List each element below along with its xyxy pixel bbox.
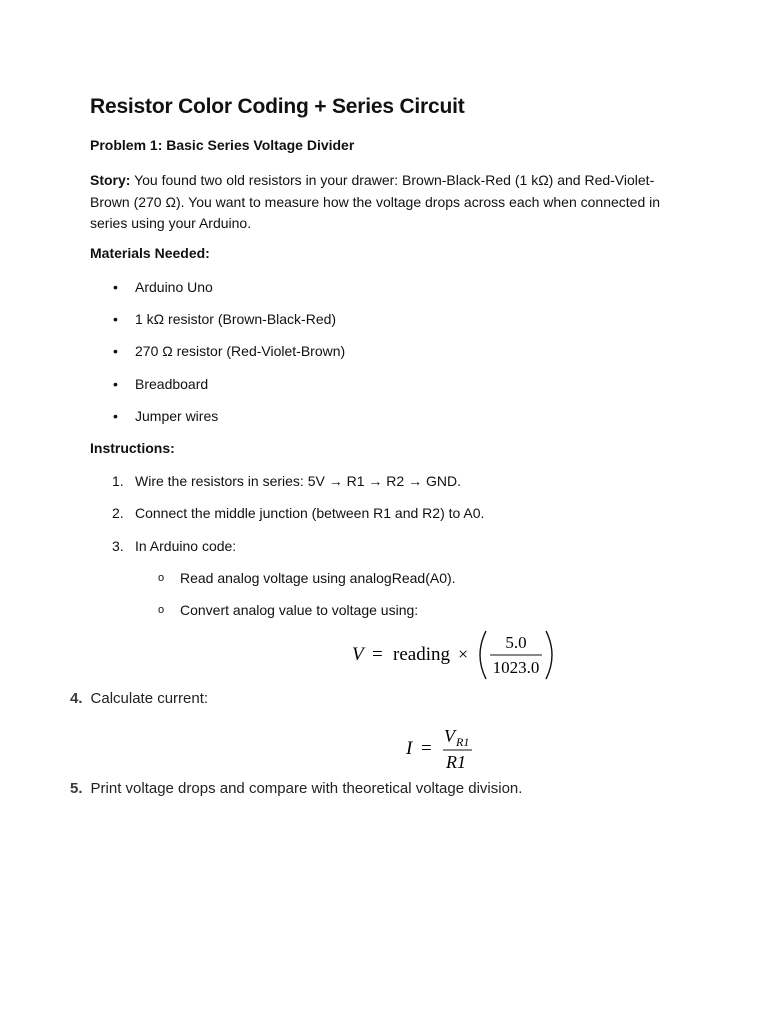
step-text: Wire the resistors in series: 5V → R1 → R2 → GND. (135, 473, 461, 489)
step-number: 5. (70, 780, 83, 797)
list-item (90, 472, 484, 504)
materials-list (90, 278, 345, 439)
step-text: Connect the middle junction (between R1 and R2) to A0. (135, 505, 485, 522)
list-item (90, 310, 345, 342)
formula-reading: reading (393, 644, 450, 665)
material-item: Jumper wires (135, 407, 219, 424)
step-4 (70, 690, 208, 707)
left-paren (480, 631, 486, 679)
right-paren (546, 631, 552, 679)
circle-bullet-icon: o (158, 572, 165, 584)
list-item (90, 537, 484, 569)
list-item (90, 504, 484, 536)
bullet-icon: • (113, 375, 118, 392)
step-text: Calculate current: (90, 690, 209, 707)
story-label: Story: (90, 172, 131, 188)
story-paragraph (90, 170, 690, 235)
list-item (90, 342, 345, 374)
formula-equals: = (372, 644, 383, 665)
bullet-icon: • (113, 407, 118, 424)
formula-v: V (352, 644, 364, 665)
step-number: 1. (112, 473, 124, 489)
list-item (90, 407, 345, 439)
materials-heading: Materials Needed: (90, 245, 210, 261)
instructions-list (90, 472, 484, 569)
formula-equals: = (421, 738, 432, 759)
list-item (90, 375, 345, 407)
step-text: Print voltage drops and compare with theoretical voltage division. (90, 780, 523, 797)
step-5 (70, 780, 522, 797)
substeps-list (158, 569, 456, 634)
substep-text: Convert analog value to voltage using: (180, 602, 419, 619)
formula-num-v: V (444, 726, 455, 746)
formula-denominator: R1 (446, 752, 466, 772)
circle-bullet-icon: o (158, 604, 165, 617)
bullet-icon: • (113, 311, 118, 328)
instructions-heading: Instructions: (90, 440, 175, 456)
step-number: 2. (112, 505, 124, 522)
list-item (158, 569, 456, 601)
current-formula (404, 726, 484, 774)
step-text: In Arduino code: (135, 537, 237, 554)
material-item: 270 Ω resistor (Red-Violet-Brown) (135, 343, 346, 360)
step-number: 3. (112, 537, 124, 554)
problem-heading: Problem 1: Basic Series Voltage Divider (90, 137, 355, 153)
bullet-icon: • (113, 279, 118, 295)
formula-times: × (458, 644, 469, 664)
list-item (90, 278, 345, 310)
formula-denominator: 1023.0 (492, 658, 540, 677)
formula-numerator: 5.0 (505, 633, 527, 652)
material-item: Breadboard (135, 375, 209, 392)
substep-text: Read analog voltage using analogRead(A0). (180, 570, 456, 586)
step-number: 4. (70, 690, 83, 707)
material-item: Arduino Uno (135, 279, 213, 295)
story-text: You found two old resistors in your drawer: Brown-Black-Red (1 kΩ) and Red-Violet-Brown (270 Ω). You want to measure how the voltage drops across each when connected in series using your Arduino. (90, 172, 661, 231)
formula-num-sub: R1 (456, 735, 470, 749)
voltage-formula (352, 628, 562, 682)
material-item: 1 kΩ resistor (Brown-Black-Red) (135, 311, 337, 328)
formula-i: I (406, 738, 413, 759)
bullet-icon: • (113, 343, 118, 360)
page-title: Resistor Color Coding + Series Circuit (90, 95, 465, 118)
